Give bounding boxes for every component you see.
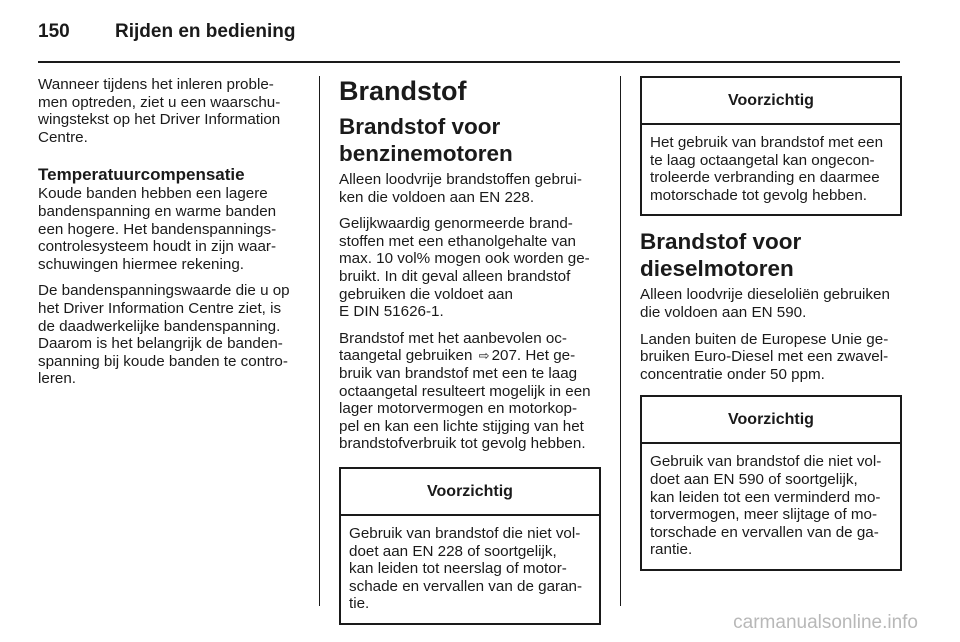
chapter-title: Rijden en bediening	[115, 21, 296, 42]
caution-text: Het gebruik van brandstof met een te laag octaangetal kan ongecon- troleerde verbranding en daarmee motorschade tot gevolg hebben.	[650, 134, 884, 204]
subsection-title: Brandstof voor dieselmotoren	[640, 229, 802, 282]
caution-box	[640, 76, 902, 216]
caution-text: Gebruik van brandstof die niet vol- doet aan EN 228 of soortgelijk, kan leiden tot neerslag of motor- schade en vervallen van de garan- tie.	[349, 524, 583, 613]
page-header	[38, 14, 900, 50]
subsection-title: Brandstof voor benzinemotoren	[339, 114, 513, 166]
column-divider-2	[620, 76, 621, 606]
column-2	[339, 76, 601, 625]
column-3	[640, 76, 902, 571]
paragraph: Alleen loodvrije dieseloliën gebruiken die voldoen aan EN 590.	[640, 286, 890, 321]
paragraph: Gelijkwaardig genormeerde brand- stoffen met een ethanolgehalte van max. 10 vol% mogen ook worden ge- bruikt. In dit geval alleen brandstof gebruiken die voldoet aan E DIN 51626-1.	[339, 215, 590, 321]
section-heading: Temperatuurcompensatie	[38, 165, 245, 185]
intro-paragraph: Wanneer tijdens het inleren proble- men optreden, ziet u een waarschu- wingstekst op het Driver Information Centre.	[38, 76, 281, 146]
caution-title: Voorzichtig	[341, 469, 599, 516]
caution-title: Voorzichtig	[642, 78, 900, 125]
watermark: carmanualsonline.info	[733, 612, 918, 633]
paragraph: Brandstof met het aanbevolen oc- taangetal gebruiken ⇨ 207. Het ge- bruik van brandstof met een te laag octaangetal resulteert mogelijk in een lager motorvermogen en motorkop- pel en kan een lichte stijging van het brandstofverbruik tot gevolg hebben.	[339, 329, 591, 453]
page-reference-arrow-icon[interactable]: ⇨	[478, 348, 490, 364]
caution-text: Gebruik van brandstof die niet vol- doet aan EN 590 of soortgelijk, kan leiden tot een verminderd mo- torvermogen, meer slijtage of mo- torschade en vervallen van de ga- rantie.	[650, 453, 882, 559]
header-rule	[38, 61, 900, 63]
column-divider-1	[319, 76, 320, 606]
paragraph: Koude banden hebben een lagere bandenspanning en warme banden een hogere. Het bandenspannings- controlesysteem houdt in zijn waar- schuwingen hiermee rekening.	[38, 185, 277, 273]
paragraph: Alleen loodvrije brandstoffen gebrui- ken die voldoen aan EN 228.	[339, 171, 582, 206]
paragraph: Landen buiten de Europese Unie ge- bruiken Euro-Diesel met een zwavel- concentratie onder 50 ppm.	[640, 330, 889, 383]
page-number: 150	[38, 21, 70, 42]
caution-title: Voorzichtig	[642, 397, 900, 444]
caution-box	[339, 467, 601, 625]
column-1	[38, 76, 306, 397]
caution-box	[640, 395, 902, 571]
paragraph: De bandenspanningswaarde die u op het Driver Information Centre ziet, is de daadwerkelijke bandenspanning. Daarom is het belangrijk de banden- spanning bij koude banden te contro- leren.	[38, 282, 290, 388]
section-title: Brandstof	[339, 76, 467, 106]
